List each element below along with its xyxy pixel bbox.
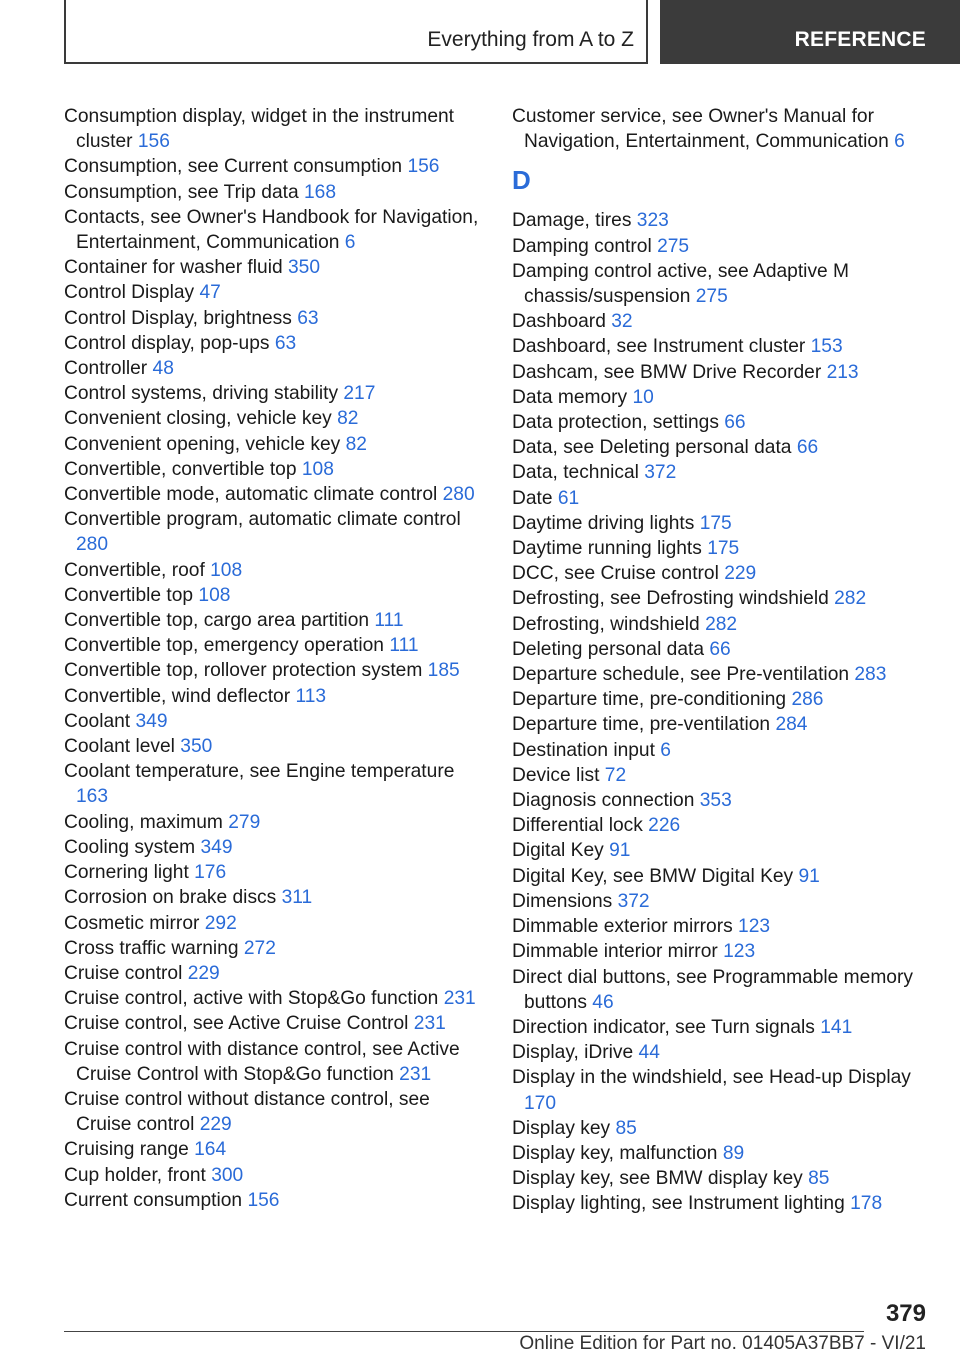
index-entry (64, 885, 484, 910)
index-entry (64, 936, 484, 961)
index-entry-page-link[interactable]: 349 (135, 710, 168, 732)
index-entry-page-link[interactable]: 91 (609, 840, 631, 862)
index-entry-term: Cornering light (64, 862, 189, 884)
index-entry-page-link[interactable]: 349 (200, 836, 233, 858)
index-entry (64, 633, 484, 658)
index-entry-term: Control Display, brightness (64, 307, 292, 329)
index-entry (512, 435, 932, 460)
index-entry (64, 457, 484, 482)
index-entry-page-link[interactable]: 153 (810, 336, 843, 358)
index-entry-term: Display key, malfunction (512, 1142, 718, 1164)
index-entry (512, 763, 932, 788)
section-letter: D (512, 165, 531, 196)
index-entry (512, 460, 932, 485)
index-entry-page-link[interactable]: 284 (775, 714, 808, 736)
index-entry-page-link[interactable]: 123 (738, 916, 771, 938)
index-entry (512, 234, 932, 259)
index-entry-page-link[interactable]: 82 (345, 433, 367, 455)
index-entry-term: Control systems, driving stability (64, 383, 339, 405)
header-title-box (64, 0, 648, 64)
index-entry-term: Cruising range (64, 1139, 189, 1161)
index-entry-term: Convertible mode, automatic climate control (64, 484, 438, 506)
index-entry-term: Cross traffic warning (64, 937, 239, 959)
index-entry (64, 759, 484, 809)
index-entry-page-link[interactable]: 292 (204, 912, 237, 934)
index-entry-term: Consumption display, widget in the instrument cluster (64, 106, 454, 153)
index-entry-term: Convertible, wind deflector (64, 685, 291, 707)
index-entry-page-link[interactable]: 282 (705, 613, 738, 635)
index-entry-term: Convertible top, emergency operation (64, 635, 384, 657)
index-entry-page-link[interactable]: 82 (337, 408, 359, 430)
index-entry-page-link[interactable]: 108 (198, 584, 231, 606)
index-entry (64, 835, 484, 860)
index-entry-term: Digital Key, see BMW Digital Key (512, 865, 794, 887)
index-entry-term: Convertible, roof (64, 559, 205, 581)
index-entry (64, 205, 484, 255)
index-entry-term: Current consumption (64, 1189, 243, 1211)
index-entry (512, 1040, 932, 1065)
index-entry-term: Destination input (512, 739, 655, 761)
index-entry (512, 864, 932, 889)
index-entry-page-link[interactable]: 229 (187, 962, 220, 984)
index-entry (512, 687, 932, 712)
index-entry-page-link[interactable]: 311 (281, 887, 313, 909)
index-entry-page-link[interactable]: 286 (791, 689, 824, 711)
index-entry-term: Controller (64, 358, 148, 380)
index-entry (512, 914, 932, 939)
index-entry-page-link[interactable]: 170 (524, 1092, 557, 1114)
index-entry-page-link[interactable]: 231 (443, 988, 476, 1010)
index-entry-term: Data protection, settings (512, 412, 719, 434)
index-entry-term: Display in the windshield, see Head-up Display (512, 1067, 911, 1089)
index-entry-page-link[interactable]: 272 (243, 937, 276, 959)
index-entry (512, 586, 932, 611)
index-entry (64, 1137, 484, 1162)
footer-divider (64, 1331, 864, 1332)
index-entry-term: Defrosting, windshield (512, 613, 700, 635)
index-entry (64, 986, 484, 1011)
index-entry (64, 558, 484, 583)
index-entry-term: Control Display (64, 282, 195, 304)
index-entry (64, 608, 484, 633)
index-entry-term: Convertible program, automatic climate control (64, 509, 461, 531)
index-entry-page-link[interactable]: 108 (301, 458, 334, 480)
index-entry-page-link[interactable]: 89 (722, 1142, 745, 1164)
index-entry-page-link[interactable]: 280 (76, 534, 109, 556)
index-entry-term: Dimmable exterior mirrors (512, 916, 733, 938)
index-entry-page-link[interactable]: 168 (304, 181, 337, 203)
index-entry (512, 813, 932, 838)
index-entry-term: Coolant level (64, 736, 175, 758)
index-entry-page-link[interactable]: 231 (399, 1063, 432, 1085)
index-entry (64, 1037, 484, 1087)
index-entry-page-link[interactable]: 213 (826, 361, 859, 383)
index-entry (64, 583, 484, 608)
index-entry (64, 432, 484, 457)
index-entry-term: Cup holder, front (64, 1164, 206, 1186)
index-entry-term: Cruise control (64, 962, 183, 984)
index-entry-term: Damage, tires (512, 210, 632, 232)
index-entry (512, 486, 932, 511)
index-entry-term: Data memory (512, 386, 628, 408)
index-entry (512, 104, 932, 154)
index-entry-term: Cooling, maximum (64, 811, 223, 833)
index-entry-term: Display key (512, 1117, 611, 1139)
index-entry (512, 1065, 932, 1115)
index-entry-page-link[interactable]: 282 (834, 588, 867, 610)
index-entry (64, 507, 484, 557)
index-entry-page-link[interactable]: 113 (295, 685, 327, 707)
index-entry-page-link[interactable]: 46 (592, 991, 614, 1013)
index-entry (512, 838, 932, 863)
index-entry (512, 1015, 932, 1040)
index-entry-term: Diagnosis connection (512, 790, 695, 812)
index-entry (512, 536, 932, 561)
index-entry (64, 356, 484, 381)
index-entry (512, 259, 932, 309)
index-entry-page-link[interactable]: 353 (699, 790, 732, 812)
index-entry (64, 734, 484, 759)
index-entry-page-link[interactable]: 163 (76, 786, 109, 808)
index-entry-page-link[interactable]: 141 (820, 1016, 853, 1038)
index-entry-term: Dimensions (512, 890, 613, 912)
index-entry-term: Control display, pop-ups (64, 332, 270, 354)
index-entry-term: Data, see Deleting personal data (512, 437, 792, 459)
index-entry-term: Display, iDrive (512, 1042, 634, 1064)
index-entry-page-link[interactable]: 350 (180, 736, 213, 758)
index-entry-page-link[interactable]: 372 (617, 890, 650, 912)
index-column-left (64, 104, 484, 1213)
index-entry (64, 810, 484, 835)
index-entry (64, 860, 484, 885)
index-entry (512, 1141, 932, 1166)
index-entry (512, 1191, 932, 1216)
index-entry-term: Convenient opening, vehicle key (64, 433, 341, 455)
index-entry-page-link[interactable]: 48 (152, 358, 174, 380)
index-entry (512, 738, 932, 763)
index-entry-term: Departure schedule, see Pre-ventilation (512, 664, 850, 686)
index-entry-term: Cruise control, active with Stop&Go function (64, 988, 439, 1010)
index-entry (512, 511, 932, 536)
index-entry (64, 180, 484, 205)
index-entry (64, 306, 484, 331)
index-entry-term: Container for washer fluid (64, 257, 283, 279)
index-entry (64, 1087, 484, 1137)
reference-tab (660, 0, 960, 64)
index-entry-term: Departure time, pre-ventilation (512, 714, 771, 736)
index-entry (64, 482, 484, 507)
index-entry-page-link[interactable]: 66 (724, 412, 746, 434)
index-entry-page-link[interactable]: 32 (611, 311, 633, 333)
index-entry (64, 255, 484, 280)
index-entry-term: Departure time, pre-conditioning (512, 689, 787, 711)
index-entry-page-link[interactable]: 280 (442, 484, 475, 506)
index-entry (64, 331, 484, 356)
index-entry-page-link[interactable]: 66 (709, 638, 731, 660)
index-entry-term: Damping control (512, 235, 652, 257)
index-entry-term: DCC, see Cruise control (512, 563, 719, 585)
index-entry-term: Contacts, see Owner's Handbook for Navigation, Entertainment, Communication (64, 206, 479, 254)
index-entry-term: Data, technical (512, 462, 639, 484)
index-entry (512, 662, 932, 687)
index-entry-term: Dashboard, see Instrument cluster (512, 336, 806, 358)
index-entry-term: Cosmetic mirror (64, 912, 200, 934)
index-entry-page-link[interactable]: 279 (228, 811, 261, 833)
index-entry-term: Convertible top, rollover protection system (64, 660, 423, 682)
index-entry-page-link[interactable]: 175 (699, 512, 732, 534)
index-entry-page-link[interactable]: 85 (615, 1117, 637, 1139)
index-entry (64, 104, 484, 154)
page-number: 379 (885, 1300, 926, 1327)
index-entry-term: Cruise control with distance control, see Active Cruise Control with Stop&Go function (64, 1038, 460, 1085)
index-entry (64, 154, 484, 179)
index-entry-term: Convertible, convertible top (64, 458, 297, 480)
index-entry (64, 381, 484, 406)
index-entry-term: Consumption, see Trip data (64, 181, 299, 203)
index-entry (512, 712, 932, 737)
index-entry-page-link[interactable]: 108 (210, 559, 243, 581)
index-entry (512, 309, 932, 334)
index-entry (64, 911, 484, 936)
index-entry-page-link[interactable]: 85 (808, 1168, 830, 1190)
index-entry-page-link[interactable]: 226 (648, 815, 681, 837)
index-entry (512, 1116, 932, 1141)
index-entry-page-link[interactable]: 323 (636, 210, 669, 232)
index-entry-page-link[interactable]: 178 (850, 1193, 883, 1215)
index-entry-page-link[interactable]: 72 (604, 764, 627, 786)
index-entry-term: Dashboard (512, 311, 606, 333)
index-entry (512, 1166, 932, 1191)
index-entry-page-link[interactable]: 156 (407, 156, 440, 178)
index-entry (64, 684, 484, 709)
index-entry-page-link[interactable]: 229 (199, 1114, 232, 1136)
index-entry-term: Damping control active, see Adaptive M chassis/suspension (512, 260, 850, 308)
index-entry (512, 965, 932, 1015)
index-entry-term: Defrosting, see Defrosting windshield (512, 588, 829, 610)
index-entry-term: Deleting personal data (512, 638, 705, 660)
index-entry-term: Consumption, see Current consumption (64, 156, 403, 178)
index-entry-term: Convenient closing, vehicle key (64, 408, 332, 430)
index-entry-term: Daytime driving lights (512, 512, 695, 534)
index-entry (512, 360, 932, 385)
edition-note: Online Edition for Part no. 01405A37BB7 - VI/21 (519, 1333, 926, 1354)
index-entry (64, 658, 484, 683)
index-entry (64, 709, 484, 734)
index-entry (64, 280, 484, 305)
index-entry-page-link[interactable]: 283 (854, 664, 887, 686)
index-entry (512, 788, 932, 813)
index-entry-term: Convertible top, cargo area partition (64, 610, 370, 632)
index-entry (64, 1011, 484, 1036)
index-entry-page-link[interactable]: 44 (638, 1042, 660, 1064)
index-entry-page-link[interactable]: 63 (297, 307, 319, 329)
index-entry-page-link[interactable]: 372 (644, 462, 677, 484)
index-entry (512, 939, 932, 964)
index-entry-term: Dashcam, see BMW Drive Recorder (512, 361, 822, 383)
index-entry-term: Convertible top (64, 584, 194, 606)
index-entry-page-link[interactable]: 217 (343, 383, 376, 405)
index-entry-term: Display lighting, see Instrument lighting (512, 1193, 845, 1215)
index-entry-term: Daytime running lights (512, 538, 702, 560)
index-entry-term: Coolant (64, 710, 131, 732)
index-entry-page-link[interactable]: 185 (427, 660, 460, 682)
index-entry-page-link[interactable]: 275 (657, 235, 690, 257)
index-entry-page-link[interactable]: 6 (660, 739, 671, 761)
index-column-right (512, 104, 932, 1217)
index-entry-term: Direction indicator, see Turn signals (512, 1016, 815, 1038)
index-entry-page-link[interactable]: 231 (413, 1013, 446, 1035)
index-entry-page-link[interactable]: 156 (247, 1189, 280, 1211)
page-header (0, 0, 960, 66)
index-entry-term: Customer service, see Owner's Manual for Navigation, Entertainment, Communication (512, 106, 889, 153)
index-entry (512, 385, 932, 410)
index-entry (512, 334, 932, 359)
index-entry-page-link[interactable]: 6 (344, 232, 356, 254)
index-entry-page-link[interactable]: 156 (137, 131, 170, 153)
index-entry-page-link[interactable]: 176 (194, 862, 227, 884)
index-entry-term: Differential lock (512, 815, 643, 837)
index-entry-page-link[interactable]: 300 (211, 1164, 244, 1186)
index-entry (64, 406, 484, 431)
index-entry-page-link[interactable]: 66 (796, 437, 819, 459)
index-entry-page-link[interactable]: 229 (724, 563, 757, 585)
index-entry-term: Coolant temperature, see Engine temperature (64, 761, 455, 783)
index-entry (512, 637, 932, 662)
index-entry-term: Cooling system (64, 836, 196, 858)
index-entry-term: Cruise control, see Active Cruise Control (64, 1013, 409, 1035)
index-entry-term: Device list (512, 764, 600, 786)
index-entry-term: Digital Key (512, 840, 604, 862)
index-entry-term: Cruise control without distance control, see Cruise control (64, 1088, 430, 1136)
reference-tab-label: REFERENCE (794, 28, 926, 51)
index-entry-page-link[interactable]: 275 (695, 286, 728, 308)
index-entry-page-link[interactable]: 91 (798, 865, 820, 887)
index-entry-page-link[interactable]: 61 (557, 487, 580, 509)
index-entry (64, 1163, 484, 1188)
index-entry (64, 1188, 484, 1213)
index-entry-term: Display key, see BMW display key (512, 1168, 803, 1190)
index-entry-page-link[interactable]: 47 (199, 282, 221, 304)
index-entry (512, 612, 932, 637)
index-entry-term: Dimmable interior mirror (512, 941, 718, 963)
index-entry-page-link[interactable]: 63 (274, 332, 297, 354)
index-entry (512, 561, 932, 586)
index-entry-page-link[interactable]: 164 (194, 1139, 227, 1161)
index-entry (512, 410, 932, 435)
index-entry (64, 961, 484, 986)
index-entry (512, 889, 932, 914)
index-entry-term: Direct dial buttons, see Programmable memory buttons (512, 966, 913, 1013)
index-entry-page-link[interactable]: 6 (894, 131, 905, 153)
index-entry-page-link[interactable]: 123 (723, 941, 756, 963)
index-entry-page-link[interactable]: 350 (287, 257, 320, 279)
index-entry-term: Date (512, 487, 553, 509)
index-entry-page-link[interactable]: 111 (389, 635, 419, 657)
index-entry (512, 208, 932, 233)
index-entry-page-link[interactable]: 175 (707, 538, 740, 560)
index-entry-page-link[interactable]: 10 (632, 386, 654, 408)
index-entry-term: Corrosion on brake discs (64, 887, 277, 909)
index-entry-page-link[interactable]: 111 (374, 610, 404, 632)
section-title: Everything from A to Z (427, 28, 634, 51)
